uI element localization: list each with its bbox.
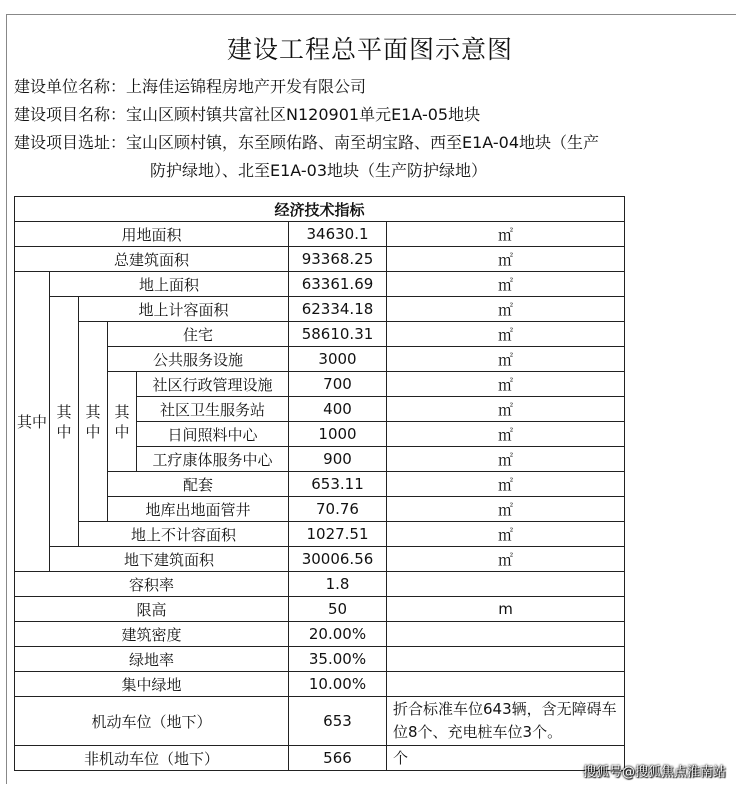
row-label: 社区卫生服务站	[137, 397, 289, 422]
row-value: 93368.25	[289, 247, 387, 272]
qizhong-level-3: 其中	[79, 322, 108, 522]
info-line-developer	[14, 76, 366, 98]
row-label: 公共服务设施	[108, 347, 289, 372]
row-unit: ㎡	[387, 547, 625, 572]
info-value: 宝山区顾村镇，东至顾佑路、南至胡宝路、西至E1A-04地块（生产	[126, 133, 600, 152]
row-label: 地下建筑面积	[50, 547, 289, 572]
frame-top-line	[6, 14, 736, 15]
row-unit: ㎡	[387, 372, 625, 397]
row-value: 70.76	[289, 497, 387, 522]
row-label: 总建筑面积	[15, 247, 289, 272]
table-row	[15, 247, 625, 272]
table-row	[15, 647, 625, 672]
table-row	[15, 297, 625, 322]
row-unit-empty	[387, 622, 625, 647]
row-value: 58610.31	[289, 322, 387, 347]
economic-indicators-table	[14, 196, 625, 771]
row-unit: ㎡	[387, 272, 625, 297]
row-note: 个	[387, 746, 625, 771]
row-value: 653	[289, 697, 387, 746]
row-label: 工疗康体服务中心	[137, 447, 289, 472]
row-label: 用地面积	[15, 222, 289, 247]
row-unit: ㎡	[387, 322, 625, 347]
page-title: 建设工程总平面图示意图	[226, 35, 513, 64]
info-label: 建设单位名称：	[14, 77, 127, 96]
table-row	[15, 322, 625, 347]
table-row	[15, 697, 625, 746]
table-header: 经济技术指标	[15, 197, 625, 222]
row-label: 集中绿地	[15, 672, 289, 697]
row-value: 62334.18	[289, 297, 387, 322]
row-unit-empty	[387, 572, 625, 597]
info-line-site	[14, 132, 599, 154]
row-label: 地上面积	[50, 272, 289, 297]
info-label: 建设项目选址：	[14, 133, 127, 152]
row-value: 10.00%	[289, 672, 387, 697]
info-value: 上海佳运锦程房地产开发有限公司	[126, 77, 367, 96]
row-unit: ㎡	[387, 497, 625, 522]
row-unit: ㎡	[387, 247, 625, 272]
row-value: 1.8	[289, 572, 387, 597]
row-value: 3000	[289, 347, 387, 372]
row-value: 1027.51	[289, 522, 387, 547]
row-value: 700	[289, 372, 387, 397]
qizhong-level-1: 其中	[15, 272, 50, 572]
row-value: 900	[289, 447, 387, 472]
qizhong-level-2: 其中	[50, 297, 79, 547]
frame-left-line	[6, 14, 7, 784]
watermark: 搜狐号@搜狐焦点淮南站	[582, 765, 726, 780]
row-value: 1000	[289, 422, 387, 447]
table-row	[15, 622, 625, 647]
row-label: 绿地率	[15, 647, 289, 672]
row-unit: m	[387, 597, 625, 622]
row-value: 63361.69	[289, 272, 387, 297]
row-unit: ㎡	[387, 472, 625, 497]
row-label: 地上计容面积	[79, 297, 289, 322]
row-unit-empty	[387, 672, 625, 697]
row-label: 社区行政管理设施	[137, 372, 289, 397]
table-header-row	[15, 197, 625, 222]
table-row	[15, 222, 625, 247]
row-value: 50	[289, 597, 387, 622]
row-unit: ㎡	[387, 522, 625, 547]
row-value: 34630.1	[289, 222, 387, 247]
table-row	[15, 572, 625, 597]
row-value: 20.00%	[289, 622, 387, 647]
qizhong-level-4: 其中	[108, 372, 137, 472]
row-unit: ㎡	[387, 297, 625, 322]
row-label: 日间照料中心	[137, 422, 289, 447]
info-value: 宝山区顾村镇共富社区N120901单元E1A-05地块	[126, 105, 481, 124]
row-label: 住宅	[108, 322, 289, 347]
table-row	[15, 746, 625, 771]
row-value: 566	[289, 746, 387, 771]
row-note: 折合标准车位643辆，含无障碍车位8个、充电桩车位3个。	[387, 697, 625, 746]
table-row	[15, 522, 625, 547]
info-label: 建设项目名称：	[14, 105, 127, 124]
row-unit: ㎡	[387, 447, 625, 472]
info-line-project	[14, 104, 480, 126]
row-label: 地库出地面管井	[108, 497, 289, 522]
table-row	[15, 597, 625, 622]
row-unit: ㎡	[387, 222, 625, 247]
row-unit: ㎡	[387, 422, 625, 447]
table-row	[15, 272, 625, 297]
row-unit-empty	[387, 647, 625, 672]
table-row	[15, 672, 625, 697]
table-row	[15, 547, 625, 572]
row-value: 400	[289, 397, 387, 422]
row-value: 653.11	[289, 472, 387, 497]
row-value: 35.00%	[289, 647, 387, 672]
row-unit: ㎡	[387, 397, 625, 422]
row-label: 配套	[108, 472, 289, 497]
row-label: 机动车位（地下）	[15, 697, 289, 746]
row-label: 地上不计容面积	[79, 522, 289, 547]
row-label: 限高	[15, 597, 289, 622]
info-line-site-continued: 防护绿地）、北至E1A-03地块（生产防护绿地）	[150, 161, 488, 180]
row-label: 容积率	[15, 572, 289, 597]
row-label: 建筑密度	[15, 622, 289, 647]
row-unit: ㎡	[387, 347, 625, 372]
row-label: 非机动车位（地下）	[15, 746, 289, 771]
row-value: 30006.56	[289, 547, 387, 572]
